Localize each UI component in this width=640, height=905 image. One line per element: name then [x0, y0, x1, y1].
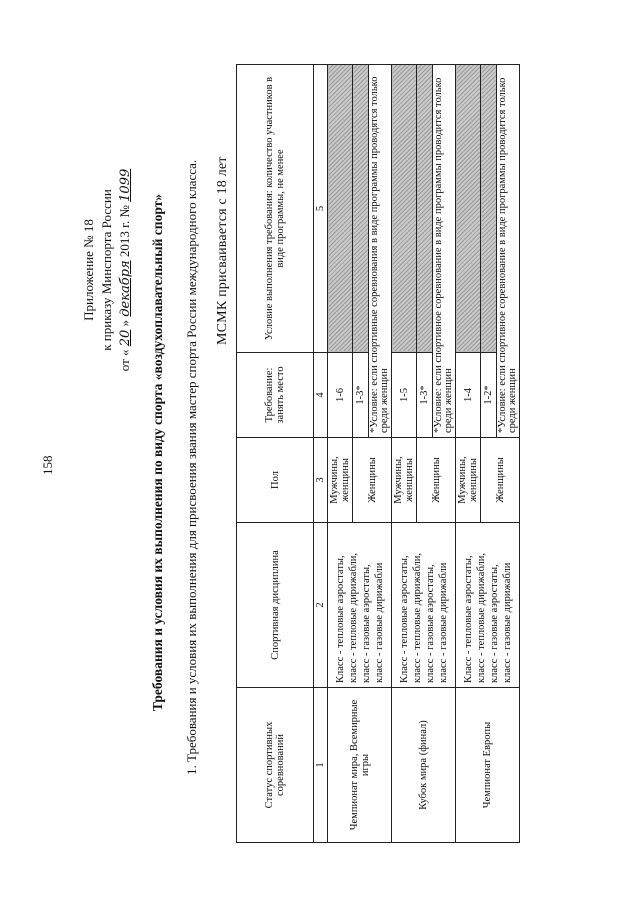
shaded-cell — [353, 65, 369, 353]
header-place: Требование: занять место — [237, 353, 314, 438]
row-condition: *Условие: если спортивное соревнование в виде программы проводится только среди женщин — [497, 65, 520, 438]
shaded-cell — [456, 65, 481, 353]
row-status: Чемпионат Европы — [456, 688, 520, 843]
appendix-block — [80, 120, 135, 420]
document-title: Требования и условия их выполнения по виду спорта «воздухоплавательный спорт» — [150, 193, 165, 712]
row-place-women: 1-2* — [481, 353, 497, 438]
appendix-date: от « 20 » декабря 2013 г. № 1099 — [117, 168, 133, 372]
handwritten-number: 1099 — [118, 168, 133, 202]
row-status: Кубок мира (финал) — [392, 688, 456, 843]
table-row — [392, 65, 417, 843]
shaded-cell — [328, 65, 353, 353]
handwritten-month: декабря — [118, 260, 133, 317]
table-index-row: 1 2 3 4 5 — [314, 65, 328, 843]
row-place-women: 1-3* — [417, 353, 433, 438]
header-condition: Условие выполнения требования: количество участников в виде программы, не менее — [237, 65, 314, 353]
header-discipline: Спортивная дисциплина — [237, 523, 314, 688]
row-gender-women: Женщины — [481, 438, 520, 523]
table-row — [328, 65, 353, 843]
shaded-cell — [392, 65, 417, 353]
section-heading: 1. Требования и условия их выполнения для присвоения звания мастер спорта России международного класса. — [184, 159, 199, 775]
row-discipline: Класс - тепловые аэростаты, класс - тепловые дирижабли, класс - газовые аэростаты, класс - газовые дирижабли — [328, 523, 392, 688]
row-discipline: Класс - тепловые аэростаты, класс - тепловые дирижабли, класс - газовые аэростаты, класс - газовые дирижабли — [456, 523, 520, 688]
row-condition: *Условие: если спортивное соревнование в виде программы проводится только среди женщин — [433, 65, 456, 438]
row-gender-women: Женщины — [353, 438, 392, 523]
requirements-table — [236, 64, 520, 843]
row-place-women: 1-3* — [353, 353, 369, 438]
appendix-order: к приказу Минспорта России — [99, 189, 114, 351]
page-number: 158 — [40, 455, 55, 475]
row-status: Чемпионат мира, Всемирные игры — [328, 688, 392, 843]
header-status: Статус спортивных соревнований — [237, 688, 314, 843]
age-requirement: МСМК присваивается с 18 лет — [215, 156, 230, 345]
table-header-row — [237, 65, 314, 843]
row-condition: *Условие: если спортивные соревнования в виде программы проводятся только среди женщин — [369, 65, 392, 438]
handwritten-day: 20 — [118, 329, 133, 347]
row-gender-all: Мужчины, женщины — [392, 438, 417, 523]
row-place-all: 1-4 — [456, 353, 481, 438]
appendix-number: Приложение № 18 — [81, 219, 96, 321]
row-discipline: Класс - тепловые аэростаты, класс - тепловые дирижабли, класс - газовые аэростаты, класс - газовые дирижабли — [392, 523, 456, 688]
header-gender: Пол — [237, 438, 314, 523]
row-place-all: 1-6 — [328, 353, 353, 438]
row-gender-women: Женщины — [417, 438, 456, 523]
table-row — [456, 65, 481, 843]
shaded-cell — [481, 65, 497, 353]
row-gender-all: Мужчины, женщины — [328, 438, 353, 523]
shaded-cell — [417, 65, 433, 353]
row-gender-all: Мужчины, женщины — [456, 438, 481, 523]
row-place-all: 1-5 — [392, 353, 417, 438]
